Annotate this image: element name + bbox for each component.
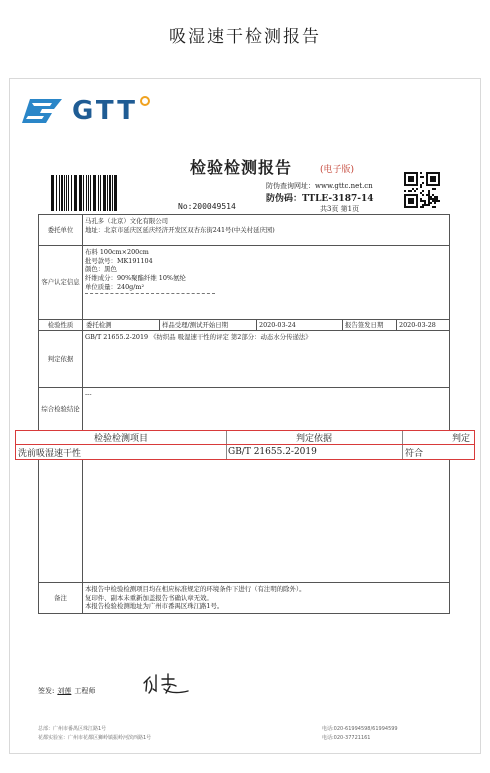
- client-line: 马孔多（北京）文化有限公司: [85, 217, 169, 225]
- client-label: 委托单位: [39, 215, 83, 245]
- accept-label: 样品受理/测试开始日期: [160, 320, 257, 330]
- basis-value: GB/T 21655.2-2019 《纺织品 吸湿速干性的评定 第2部分：动态水分传递法》: [85, 333, 312, 341]
- basis-label: 判定依据: [39, 331, 83, 387]
- signature-label: 签发:: [38, 687, 55, 695]
- sample-line: 批号款号：MK191104: [85, 256, 153, 265]
- logo-dot-icon: [140, 96, 150, 106]
- report-subtitle: (电子版): [320, 165, 355, 175]
- gtt-logo-icon: [22, 99, 62, 123]
- result-verdict: 符合: [405, 448, 424, 459]
- client-value: [85, 217, 447, 234]
- gtt-logo: [22, 97, 150, 125]
- logo-text: GTT: [72, 96, 138, 126]
- result-item: 洗前吸湿速干性: [18, 448, 82, 459]
- table-row: [15, 445, 475, 460]
- remark-line: 本报告检验检测地址为广州市番禺区珠江路1号。: [85, 602, 224, 611]
- sample-value: [85, 248, 447, 294]
- results-table: [15, 430, 475, 463]
- result-basis: GB/T 21655.2-2019: [228, 447, 317, 457]
- issue-date: 2020-03-28: [399, 320, 436, 329]
- footer-phone: 电话:020-37721161: [322, 734, 371, 741]
- conclusion-label: 综合检验结论: [39, 388, 83, 430]
- report-document: [9, 78, 481, 754]
- sample-row: [39, 246, 449, 320]
- report-number: No:200049514: [178, 202, 236, 211]
- client-line: 地址：北京市延庆区延庆经济开发区双杏东街241号(中关村延庆园): [85, 225, 275, 234]
- report-table: [38, 214, 450, 614]
- page-heading: 吸湿速干检测报告: [169, 27, 321, 47]
- sample-line: 单位质量：240g/m²: [85, 282, 145, 291]
- footer-address: 花都实验室：广州市花都区狮岭镇振岭河滨西路1号: [38, 734, 152, 741]
- remark-label: 备注: [39, 583, 83, 614]
- results-header: [15, 430, 475, 445]
- signer-name: 刘莲: [57, 687, 72, 695]
- results-header-item: 检验检测项目: [93, 434, 148, 444]
- footer-address: 总部：广州市番禺区珠江路1号: [38, 726, 107, 732]
- conclusion-row: [39, 388, 449, 431]
- barcode-icon: [51, 175, 177, 211]
- remark-line: 复印件、副本未重新加盖报告书确认章无效。: [85, 593, 213, 602]
- conclusion-value: ---: [85, 390, 92, 398]
- results-header-verdict: 判定: [451, 434, 470, 444]
- accept-date: 2020-03-24: [257, 320, 343, 330]
- page-count: 共3页 第1页: [320, 205, 360, 213]
- qr-code-icon: [404, 172, 440, 208]
- results-divider: [402, 445, 403, 459]
- signature-line: [38, 686, 95, 696]
- sample-line: 纤维成分：90%聚酯纤维 10%氨纶: [85, 273, 186, 282]
- footer-phone: 电话:020-61994598/61994599: [322, 726, 398, 732]
- remark-line: 本报告中检验检测项目均在相应标准规定的环境条件下进行（有注明的除外）。: [85, 585, 306, 593]
- nature-label: 检验性质: [39, 320, 83, 330]
- sample-line: 颜色：黑色: [85, 265, 117, 274]
- verify-code: 防伪码：TTLE-3187-14: [266, 194, 374, 204]
- client-row: [39, 215, 449, 246]
- signer-title: 工程师: [74, 687, 96, 695]
- remark-value: [85, 585, 447, 611]
- results-divider: [226, 445, 227, 459]
- remark-row: [39, 583, 449, 614]
- basis-row: [39, 331, 449, 388]
- verify-site: 防伪查询网址：www.gttc.net.cn: [266, 182, 373, 190]
- issue-label: 报告签发日期: [343, 320, 397, 330]
- sample-divider: [85, 291, 215, 294]
- nature-value: 委托检测: [84, 320, 160, 330]
- results-header-basis: 判定依据: [295, 434, 332, 444]
- footer-right: [322, 725, 398, 742]
- nature-row: [39, 320, 449, 331]
- report-title: 检验检测报告: [190, 158, 293, 177]
- footer-left: [38, 725, 151, 742]
- sample-line: 布料 100cm×200cm: [85, 248, 149, 256]
- handwritten-signature: [140, 669, 192, 699]
- sample-label: 客户认定信息: [39, 246, 83, 319]
